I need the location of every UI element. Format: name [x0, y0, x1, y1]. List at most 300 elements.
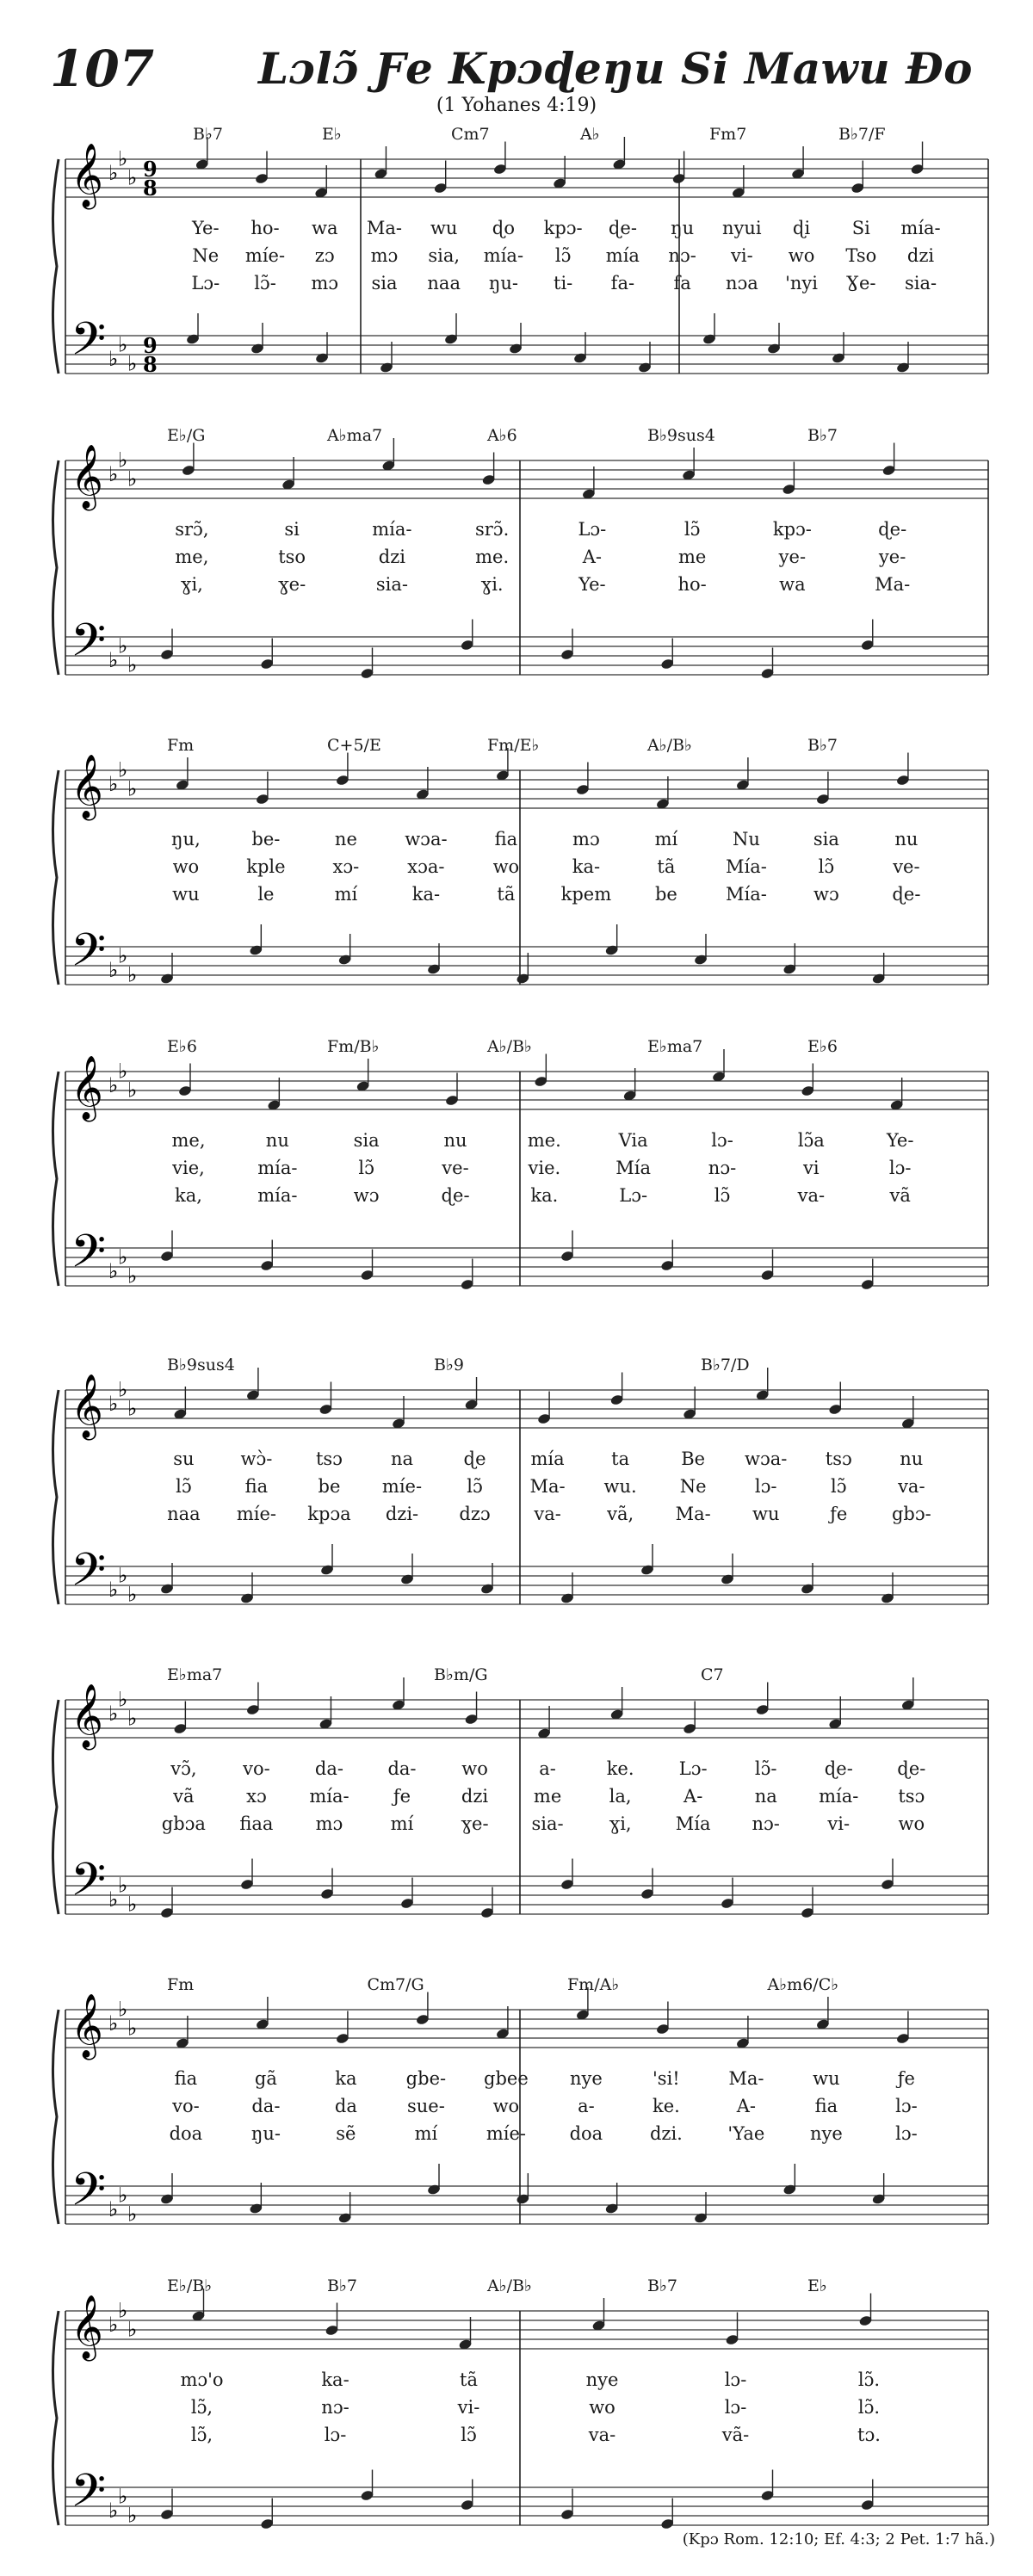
lyric-syllable: ka, — [175, 1185, 202, 1206]
lyric-syllable: ŋu — [671, 218, 695, 238]
chord-symbol: A♭ma7 — [327, 426, 383, 445]
chord-symbol: E♭ — [807, 2276, 827, 2295]
lyric-syllable: sia — [813, 829, 839, 849]
treble-flat-icon: ♭ — [108, 772, 119, 796]
lyric-syllable: vo- — [172, 2096, 200, 2116]
lyric-syllable: Ne — [192, 245, 220, 266]
lyric-syllable: wo — [589, 2397, 615, 2418]
treble-clef-icon: 𝄞 — [71, 1994, 103, 2058]
chord-symbol: Fm7 — [709, 125, 747, 144]
chord-symbol: Fm/B♭ — [327, 1037, 380, 1056]
lyric-syllable: wo — [898, 1813, 925, 1834]
lyric-syllable: A- — [582, 547, 603, 567]
bass-flat-icon: ♭ — [127, 2202, 138, 2227]
lyric-syllable: sia — [371, 273, 398, 293]
lyric-syllable: Ye- — [886, 1130, 914, 1151]
lyric-verse-2 — [46, 1158, 993, 1180]
lyric-syllable: Ye- — [578, 574, 606, 595]
lyric-syllable: Via — [618, 1130, 648, 1151]
chord-symbol: E♭/B♭ — [167, 2276, 213, 2295]
lyric-syllable: lɔ̃ — [176, 1476, 192, 1497]
lyric-syllable: kpɔa — [307, 1504, 351, 1524]
lyric-syllable: be- — [251, 829, 281, 849]
lyric-syllable: ɣi. — [480, 574, 504, 595]
lyric-syllable: ɖe- — [878, 519, 907, 540]
lyric-syllable: lɔ- — [895, 2123, 918, 2144]
lyric-syllable: ye- — [878, 547, 906, 567]
lyric-syllable: si — [284, 519, 300, 540]
lyric-syllable: míe- — [486, 2123, 526, 2144]
lyric-syllable: be — [318, 1476, 341, 1497]
chord-symbol: B♭7/D — [701, 1356, 750, 1374]
lyric-syllable: Ne — [679, 1476, 707, 1497]
lyric-syllable: fia — [174, 2068, 198, 2089]
bass-clef-icon: 𝄢 — [71, 924, 107, 988]
lyric-syllable: ɖe- — [441, 1185, 470, 1206]
lyric-syllable: wo — [492, 2096, 520, 2116]
lyric-syllable: lɔ- — [724, 2369, 747, 2390]
lyric-syllable: da- — [251, 2096, 281, 2116]
lyric-syllable: naa — [427, 273, 461, 293]
lyric-syllable: ke. — [606, 1758, 634, 1779]
lyric-syllable: lɔ̃ — [358, 1158, 374, 1178]
lyric-syllable: va- — [588, 2425, 616, 2445]
lyric-syllable: lɔ̃ — [831, 1476, 847, 1497]
bass-time-signature-bottom: 8 — [143, 352, 158, 377]
lyric-syllable: fa- — [610, 273, 635, 293]
treble-clef-icon: 𝄞 — [71, 1056, 103, 1120]
treble-flat-icon: ♭ — [108, 1392, 119, 1416]
lyric-syllable: Ɣe- — [846, 273, 876, 293]
lyric-verse-3 — [46, 2123, 993, 2146]
bass-flat-icon: ♭ — [127, 2503, 138, 2528]
lyric-syllable: Tso — [845, 245, 877, 266]
lyric-syllable: mía- — [900, 218, 941, 238]
chord-symbol: E♭6 — [167, 1037, 197, 1056]
lyric-syllable: lɔ- — [754, 1476, 777, 1497]
lyric-syllable: lɔ̃ — [684, 519, 701, 540]
lyric-syllable: dzi- — [385, 1504, 419, 1524]
lyric-syllable: kpem — [560, 884, 612, 905]
lyric-syllable: wɔ — [353, 1185, 380, 1206]
lyric-syllable: Ma- — [675, 1504, 711, 1524]
lyric-syllable: dzi — [906, 245, 935, 266]
lyric-syllable: le — [257, 884, 275, 905]
lyric-syllable: be — [654, 884, 677, 905]
lyric-syllable: a- — [578, 2096, 595, 2116]
lyric-syllable: mía- — [372, 519, 412, 540]
lyric-syllable: Mía — [675, 1813, 711, 1834]
lyric-syllable: ka — [335, 2068, 357, 2089]
lyric-verse-2 — [46, 547, 993, 569]
lyric-syllable: Lɔ- — [191, 273, 220, 293]
lyric-verse-3 — [46, 1504, 993, 1526]
bass-clef-icon: 𝄢 — [71, 313, 107, 377]
chord-symbol: B♭7 — [647, 2276, 678, 2295]
lyric-verse-3 — [46, 1813, 993, 1836]
bass-flat-icon: ♭ — [127, 1263, 138, 1288]
bass-clef-icon: 𝄢 — [71, 2465, 107, 2529]
chord-symbol: B♭7 — [193, 125, 224, 144]
lyric-syllable: gbɔ- — [891, 1504, 931, 1524]
chord-symbol: B♭7/F — [838, 125, 886, 144]
lyric-syllable: 'si! — [653, 2068, 680, 2089]
treble-flat-icon: ♭ — [118, 1377, 128, 1402]
lyric-syllable: míe- — [381, 1476, 423, 1497]
lyric-syllable: wu — [752, 1504, 780, 1524]
hymn-title: Lɔlɔ̃ Ƒe Kpɔɖeŋu Si Mawu Ɖo — [258, 43, 974, 94]
chord-symbol: A♭m6/C♭ — [767, 1975, 839, 1994]
lyric-syllable: me, — [171, 1130, 206, 1151]
lyric-syllable: lɔ̃ — [714, 1185, 731, 1206]
treble-flat-icon: ♭ — [108, 462, 119, 486]
bass-flat-icon: ♭ — [118, 332, 128, 357]
lyric-syllable: doa — [169, 2123, 203, 2144]
chord-symbol: E♭6 — [807, 1037, 838, 1056]
lyric-syllable: me — [677, 547, 707, 567]
lyric-syllable: Lɔ- — [619, 1185, 648, 1206]
lyric-syllable: xɔ- — [332, 856, 360, 877]
chord-symbol: Fm/A♭ — [567, 1975, 620, 1994]
music-system — [46, 125, 993, 417]
lyric-syllable: nu — [443, 1130, 467, 1151]
bass-clef-icon: 𝄢 — [71, 1226, 107, 1289]
chord-symbol: Fm/E♭ — [487, 736, 540, 755]
lyric-syllable: 'Yae — [727, 2123, 765, 2144]
lyric-syllable: mɔ — [572, 829, 600, 849]
bass-flat-icon: ♭ — [108, 1259, 119, 1283]
lyric-syllable: ho- — [251, 218, 280, 238]
bass-time-signature-top: 9 — [143, 333, 158, 358]
lyric-syllable: Lɔ- — [678, 1758, 708, 1779]
chord-symbol: B♭7 — [807, 426, 838, 445]
lyric-syllable: tɔ. — [857, 2425, 881, 2445]
lyric-syllable: doa — [569, 2123, 603, 2144]
lyric-verse-1 — [46, 829, 993, 851]
lyric-syllable: wo — [461, 1758, 488, 1779]
lyric-syllable: nɔ- — [321, 2397, 349, 2418]
treble-flat-icon: ♭ — [127, 165, 138, 190]
lyric-syllable: vo- — [243, 1758, 270, 1779]
lyric-syllable: nu — [900, 1449, 924, 1469]
lyric-syllable: vie, — [172, 1158, 205, 1178]
music-system — [46, 1975, 993, 2268]
bass-clef-icon: 𝄢 — [71, 615, 107, 678]
lyric-syllable: me. — [475, 547, 510, 567]
bass-flat-icon: ♭ — [118, 633, 128, 658]
lyric-verse-2 — [46, 2096, 993, 2118]
lyric-syllable: la, — [609, 1786, 632, 1807]
lyric-syllable: ƒe — [830, 1504, 848, 1524]
treble-time-signature-top: 9 — [143, 157, 158, 182]
lyric-syllable: fia — [814, 2096, 838, 2116]
lyric-syllable: wo — [788, 245, 815, 266]
lyric-syllable: vɔ̃, — [170, 1758, 197, 1779]
lyric-syllable: ye- — [778, 547, 807, 567]
lyric-syllable: A- — [736, 2096, 757, 2116]
lyric-syllable: sia — [353, 1130, 380, 1151]
chord-symbol: E♭/G — [167, 426, 206, 445]
lyric-syllable: wu. — [603, 1476, 637, 1497]
lyric-syllable: Mía — [615, 1158, 652, 1178]
lyric-syllable: lɔ̃ — [461, 2425, 477, 2445]
music-system — [46, 1356, 993, 1648]
treble-clef-icon: 𝄞 — [71, 1684, 103, 1748]
bass-flat-icon: ♭ — [118, 2183, 128, 2208]
lyric-syllable: ta — [611, 1449, 630, 1469]
treble-flat-icon: ♭ — [108, 2313, 119, 2337]
lyric-syllable: nɔa — [725, 273, 758, 293]
treble-flat-icon: ♭ — [127, 2317, 138, 2342]
lyric-syllable: wu — [430, 218, 458, 238]
lyric-syllable: 'nyi — [785, 273, 819, 293]
lyric-syllable: sue- — [406, 2096, 445, 2116]
lyric-verse-1 — [46, 218, 993, 240]
lyric-syllable: nɔ- — [668, 245, 696, 266]
lyric-syllable: wɔa- — [745, 1449, 788, 1469]
music-system — [46, 736, 993, 1029]
staff-system-graphic — [46, 426, 993, 719]
lyric-syllable: vã — [173, 1786, 195, 1807]
lyric-syllable: míe- — [236, 1504, 276, 1524]
lyric-syllable: wa — [311, 218, 338, 238]
lyric-syllable: fia — [494, 829, 518, 849]
lyric-syllable: vi- — [731, 245, 753, 266]
treble-flat-icon: ♭ — [118, 2298, 128, 2323]
lyric-syllable: ne — [334, 829, 357, 849]
lyric-verse-1 — [46, 519, 993, 541]
lyric-syllable: ƒe — [897, 2068, 915, 2089]
bass-flat-icon: ♭ — [118, 1245, 128, 1269]
bass-flat-icon: ♭ — [108, 1887, 119, 1912]
chord-symbol: B♭7 — [327, 2276, 358, 2295]
lyric-syllable: lɔ̃a — [797, 1130, 825, 1151]
treble-flat-icon: ♭ — [118, 1687, 128, 1712]
treble-flat-icon: ♭ — [108, 161, 119, 185]
lyric-syllable: wo — [492, 856, 520, 877]
lyric-syllable: ve- — [442, 1158, 469, 1178]
lyric-syllable: ƒe — [393, 1786, 411, 1807]
lyric-syllable: su — [173, 1449, 195, 1469]
music-system — [46, 2276, 993, 2569]
lyric-syllable: ve- — [893, 856, 920, 877]
lyric-verse-2 — [46, 856, 993, 879]
lyric-syllable: kpɔ- — [543, 218, 583, 238]
staff-system-graphic — [46, 1037, 993, 1330]
treble-flat-icon: ♭ — [118, 1997, 128, 2022]
lyric-syllable: va- — [898, 1476, 925, 1497]
lyric-syllable: vã, — [607, 1504, 634, 1524]
lyric-syllable: mí — [654, 829, 678, 849]
lyric-syllable: mía- — [483, 245, 524, 266]
lyric-syllable: Ma- — [875, 574, 911, 595]
chord-symbol: A♭/B♭ — [487, 1037, 533, 1056]
lyric-syllable: mí — [414, 2123, 438, 2144]
lyric-syllable: ka. — [530, 1185, 559, 1206]
lyric-syllable: ka- — [321, 2369, 349, 2390]
treble-flat-icon: ♭ — [108, 1073, 119, 1097]
chord-symbol: Fm — [167, 736, 195, 755]
lyric-syllable: tsɔ — [315, 1449, 343, 1469]
treble-flat-icon: ♭ — [127, 2016, 138, 2041]
bass-flat-icon: ♭ — [118, 1563, 128, 1588]
lyric-syllable: srɔ̃. — [474, 519, 510, 540]
staff-system-graphic — [46, 1665, 993, 1958]
lyric-syllable: nyui — [722, 218, 762, 238]
lyric-syllable: wɔ̀- — [240, 1449, 273, 1469]
lyric-syllable: gã — [254, 2068, 277, 2089]
lyric-syllable: Ye- — [191, 218, 220, 238]
lyric-syllable: gbe- — [405, 2068, 447, 2089]
lyric-syllable: ti- — [554, 273, 573, 293]
chord-symbol: A♭ — [580, 125, 600, 144]
lyric-syllable: vi — [803, 1158, 820, 1178]
chord-symbol: A♭/B♭ — [647, 736, 693, 755]
chord-symbol: A♭6 — [487, 426, 517, 445]
treble-clef-icon: 𝄞 — [71, 445, 103, 509]
lyric-syllable: gbɔa — [161, 1813, 206, 1834]
lyric-syllable: vi- — [827, 1813, 851, 1834]
lyric-syllable: nɔ- — [752, 1813, 780, 1834]
music-system — [46, 1037, 993, 1330]
lyric-syllable: lɔ- — [711, 1130, 733, 1151]
lyric-syllable: mía- — [309, 1786, 349, 1807]
lyric-syllable: lɔ̃. — [857, 2369, 881, 2390]
lyric-syllable: wɔa- — [405, 829, 448, 849]
lyric-syllable: vie. — [528, 1158, 561, 1178]
lyric-syllable: lɔ̃- — [754, 1758, 777, 1779]
bass-flat-icon: ♭ — [108, 2197, 119, 2221]
lyric-syllable: lɔ̃ — [818, 856, 835, 877]
treble-flat-icon: ♭ — [108, 1702, 119, 1726]
lyric-syllable: Mía- — [725, 884, 767, 905]
chord-symbol: B♭9 — [434, 1356, 465, 1374]
lyric-syllable: lɔ- — [724, 2397, 747, 2418]
lyric-syllable: nye — [809, 2123, 843, 2144]
bass-flat-icon: ♭ — [108, 958, 119, 982]
lyric-syllable: tso — [278, 547, 306, 567]
lyric-syllable: xɔ — [246, 1786, 267, 1807]
lyric-syllable: dzɔ — [459, 1504, 491, 1524]
lyric-syllable: lɔ- — [888, 1158, 912, 1178]
lyric-verse-3 — [46, 574, 993, 596]
staff-system-graphic — [46, 1356, 993, 1648]
lyric-syllable: nye — [585, 2369, 619, 2390]
lyric-syllable: ɖe- — [824, 1758, 853, 1779]
bass-flat-icon: ♭ — [108, 1578, 119, 1602]
staff-system-graphic — [46, 2276, 993, 2569]
chord-symbol: B♭7 — [807, 736, 838, 755]
staff-system-graphic — [46, 736, 993, 1029]
bass-flat-icon: ♭ — [118, 1873, 128, 1898]
lyric-syllable: me. — [527, 1130, 561, 1151]
lyric-verse-1 — [46, 1449, 993, 1471]
lyric-syllable: vã- — [721, 2425, 750, 2445]
lyric-syllable: A- — [684, 1786, 703, 1807]
lyric-syllable: sia- — [531, 1813, 564, 1834]
lyric-syllable: ɖe- — [897, 1758, 926, 1779]
lyric-syllable: da — [334, 2096, 357, 2116]
music-system — [46, 1665, 993, 1958]
treble-flat-icon: ♭ — [118, 448, 128, 473]
lyric-syllable: gbee — [484, 2068, 529, 2089]
bass-flat-icon: ♭ — [108, 2499, 119, 2523]
lyric-verse-1 — [46, 1758, 993, 1781]
lyric-syllable: da- — [387, 1758, 417, 1779]
lyric-syllable: lɔ̃ — [467, 1476, 483, 1497]
lyric-syllable: Ma- — [728, 2068, 764, 2089]
bass-clef-icon: 𝄢 — [71, 1854, 107, 1918]
lyric-syllable: tsɔ — [825, 1449, 852, 1469]
lyric-syllable: lɔ̃. — [857, 2397, 881, 2418]
lyric-syllable: ɖi — [792, 218, 811, 238]
lyric-syllable: fa — [673, 273, 691, 293]
chord-symbol: E♭ma7 — [167, 1665, 223, 1684]
lyric-syllable: va- — [534, 1504, 561, 1524]
lyric-syllable: xɔa- — [407, 856, 445, 877]
lyric-syllable: ɖe- — [608, 218, 637, 238]
lyric-syllable: a- — [539, 1758, 556, 1779]
lyric-syllable: ke. — [652, 2096, 680, 2116]
lyric-syllable: dzi. — [649, 2123, 683, 2144]
lyric-syllable: lɔ- — [324, 2425, 347, 2445]
lyric-syllable: wɔ — [813, 884, 839, 905]
chord-symbol: Cm7/G — [367, 1975, 424, 1994]
treble-flat-icon: ♭ — [118, 1059, 128, 1084]
lyric-syllable: mía — [605, 245, 640, 266]
bass-flat-icon: ♭ — [127, 351, 138, 376]
chord-symbol: E♭ — [322, 125, 342, 144]
lyric-syllable: mɔ — [315, 1813, 343, 1834]
lyric-verse-1 — [46, 2068, 993, 2091]
chord-symbol: B♭9sus4 — [647, 426, 715, 445]
lyric-syllable: kple — [246, 856, 286, 877]
lyric-syllable: kpɔ- — [772, 519, 812, 540]
lyric-syllable: Ma- — [366, 218, 403, 238]
lyric-verse-2 — [46, 2397, 993, 2419]
lyric-syllable: ŋu- — [251, 2123, 281, 2144]
lyric-syllable: va- — [797, 1185, 826, 1206]
lyric-syllable: sia, — [428, 245, 461, 266]
lyric-syllable: mí — [334, 884, 358, 905]
lyric-syllable: wo — [172, 856, 200, 877]
lyric-syllable: ɖe — [463, 1449, 486, 1469]
lyric-syllable: ɖe- — [892, 884, 921, 905]
lyric-syllable: míe- — [244, 245, 286, 266]
lyric-syllable: ka- — [411, 884, 441, 905]
footnote: (Kpɔ Rom. 12:10; Ef. 4:3; 2 Pet. 1:7 hã.) — [682, 2530, 995, 2548]
chord-symbol: B♭9sus4 — [167, 1356, 235, 1374]
lyric-syllable: me, — [175, 547, 209, 567]
bass-flat-icon: ♭ — [108, 347, 119, 371]
lyric-verse-2 — [46, 1476, 993, 1498]
lyric-syllable: na — [390, 1449, 414, 1469]
bass-flat-icon: ♭ — [127, 1892, 138, 1917]
lyric-syllable: da- — [314, 1758, 343, 1779]
treble-flat-icon: ♭ — [127, 1396, 138, 1421]
bass-flat-icon: ♭ — [127, 962, 138, 987]
chord-symbol: E♭ma7 — [647, 1037, 703, 1056]
lyric-syllable: tã — [497, 884, 516, 905]
chord-symbol: C+5/E — [327, 736, 381, 755]
lyric-syllable: mɔ — [370, 245, 399, 266]
lyric-syllable: vã — [889, 1185, 911, 1206]
treble-flat-icon: ♭ — [127, 776, 138, 801]
lyric-syllable: vi- — [457, 2397, 480, 2418]
lyric-syllable: ɣi, — [180, 574, 203, 595]
lyric-syllable: ɖo — [492, 218, 516, 238]
lyric-syllable: Lɔ- — [578, 519, 607, 540]
